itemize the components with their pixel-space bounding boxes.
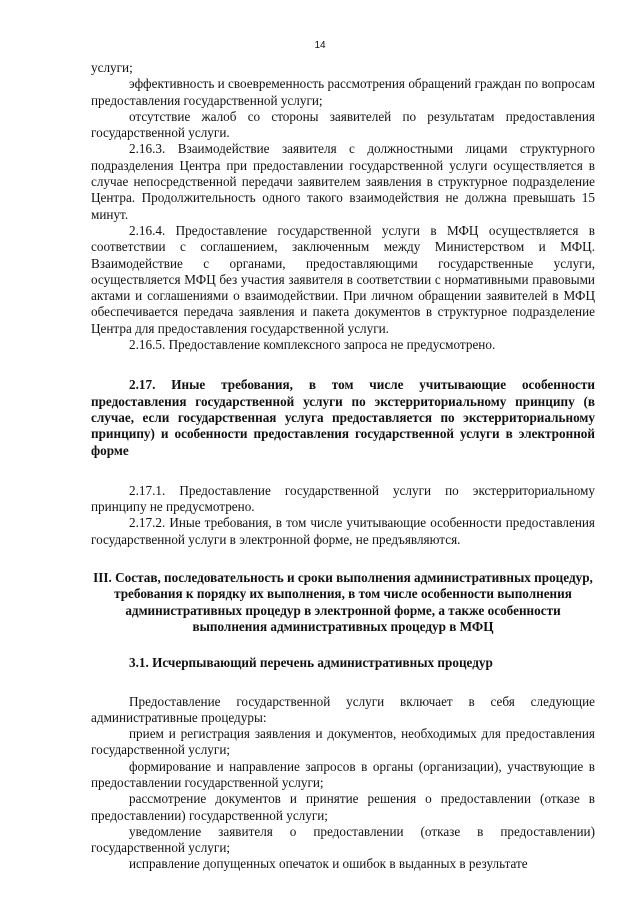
paragraph: эффективность и своевременность рассмотрения обращений граждан по вопросам предоставления государственной услуги; (91, 76, 595, 108)
page-number: 14 (314, 40, 326, 51)
paragraph: отсутствие жалоб со стороны заявителей по результатам предоставления государственной услуги. (91, 108, 595, 141)
paragraph: 2.16.3. Взаимодействие заявителя с должностными лицами структурного подразделения Центра при предоставлении государственной услуги осуществляется в случае непосредственной передачи заявителем заявления в структурное подразделение Центра. Продолжительность одного такого взаимодействия не должна превышать 15 минут. (91, 141, 595, 222)
section-heading: 2.17. Иные требования, в том числе учитывающие особенности предоставления государственной услуги по экстерриториальному принципу (в случае, если государственная услуга предоставляется по экстерриториальному принципу) и особенности предоставления государственной услуги в электронной форме (91, 377, 595, 458)
document-body (91, 60, 595, 873)
paragraph: 2.17.1. Предоставление государственной услуги по экстерриториальному принципу не предусмотрено. (91, 482, 595, 515)
paragraph: 2.16.4. Предоставление государственной услуги в МФЦ осуществляется в соответствии с соглашением, заключенным между Министерством и МФЦ. Взаимодействие с органами, предоставляющими государственные услуги, осуществляется МФЦ без участия заявителя в соответствии с нормативными правовыми актами и соглашениями о взаимодействии. При личном обращении заявителей в МФЦ обеспечивается передача заявления и пакета документов в структурное подразделение Центра для предоставления государственной услуги. (91, 222, 595, 336)
paragraph: формирование и направление запросов в органы (организации), участвующие в предоставлении государственной услуги; (91, 758, 595, 790)
paragraph: 2.17.2. Иные требования, в том числе учитывающие особенности предоставления государственной услуги в электронной форме, не предъявляются. (91, 515, 595, 547)
spacer (91, 672, 595, 694)
spacer (91, 353, 595, 377)
spacer (91, 548, 595, 570)
paragraph: Предоставление государственной услуги включает в себя следующие административные процедуры: (91, 693, 595, 725)
paragraph: 2.16.5. Предоставление комплексного запроса не предусмотрено. (129, 337, 496, 353)
paragraph: прием и регистрация заявления и документов, необходимых для предоставления государственной услуги; (91, 726, 595, 758)
paragraph: услуги; (91, 60, 133, 75)
paragraph: исправление допущенных опечаток и ошибок в выданных в результате (129, 856, 528, 872)
subsection-heading: 3.1. Исчерпывающий перечень административных процедур (129, 655, 493, 671)
chapter-heading: III. Состав, последовательность и сроки выполнения административных процедур, требования к порядку их выполнения, в том числе особенности выполнения административных процедур в электронной форме, а также особенности выполнения административных процедур в МФЦ (93, 570, 593, 634)
spacer (91, 459, 595, 483)
spacer (91, 635, 595, 655)
paragraph: рассмотрение документов и принятие решения о предоставлении (отказе в предоставлении) государственной услуги; (91, 791, 595, 823)
paragraph: уведомление заявителя о предоставлении (отказе в предоставлении) государственной услуги; (91, 823, 595, 856)
